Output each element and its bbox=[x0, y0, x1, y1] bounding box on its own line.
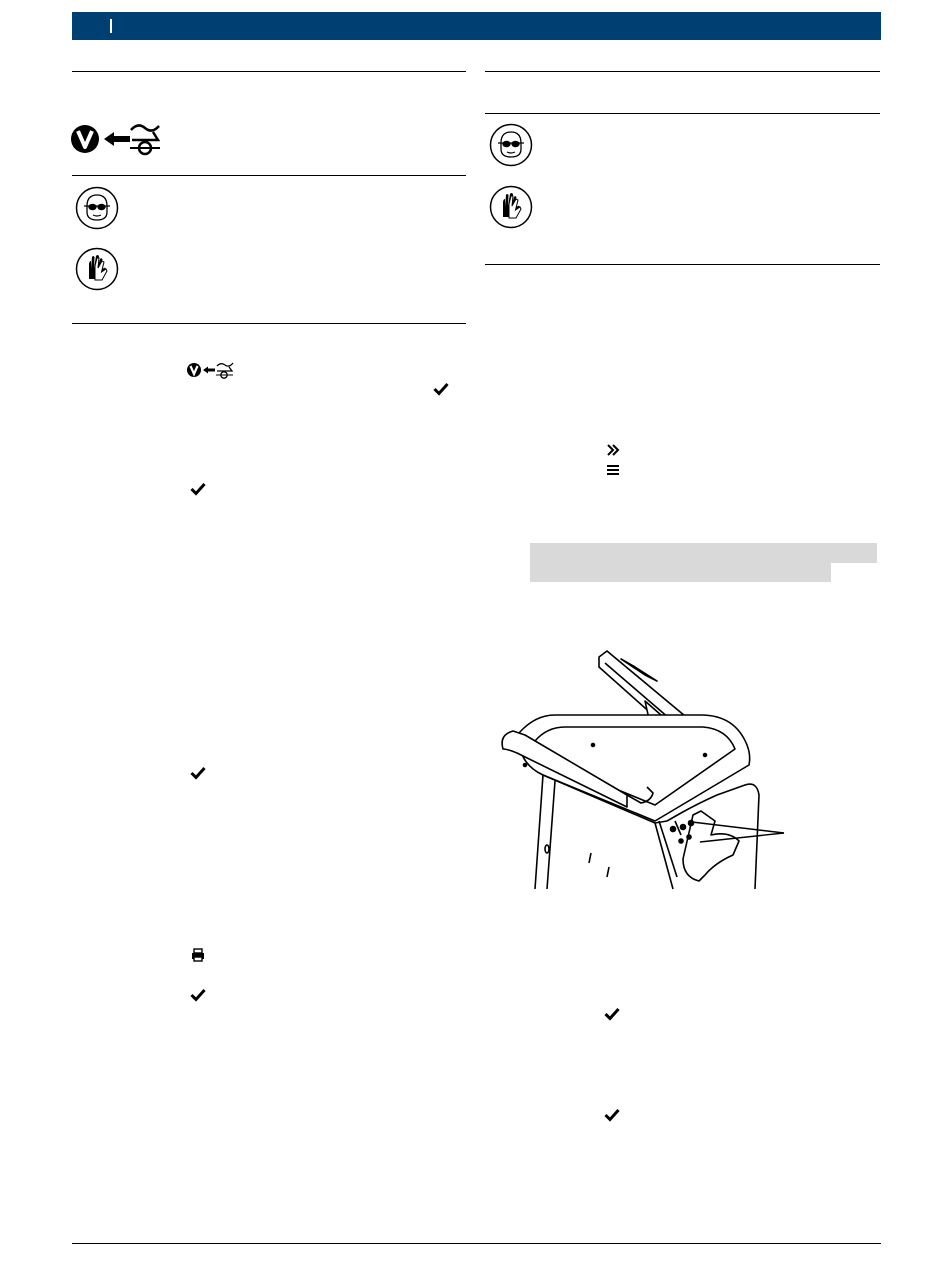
vacuum-v-icon bbox=[70, 124, 100, 159]
note-box bbox=[530, 543, 877, 563]
section-rule-top-left bbox=[72, 71, 466, 72]
printer-icon bbox=[191, 948, 205, 967]
check-icon bbox=[604, 1007, 620, 1026]
safety-goggles-icon bbox=[75, 186, 119, 235]
safety-goggles-icon bbox=[489, 123, 533, 172]
service-coupling-icon bbox=[128, 120, 162, 161]
header-separator bbox=[110, 19, 112, 33]
figure-callout-lines bbox=[688, 820, 788, 855]
section-rule-right-3 bbox=[485, 264, 880, 265]
protective-gloves-icon bbox=[75, 247, 119, 296]
check-icon bbox=[190, 766, 206, 785]
double-chevron-right-icon bbox=[606, 443, 620, 462]
footer-rule bbox=[72, 1243, 881, 1244]
section-rule-top-right bbox=[485, 71, 880, 72]
check-icon bbox=[190, 482, 206, 501]
menu-icon bbox=[606, 463, 620, 481]
header-bar bbox=[72, 12, 881, 40]
check-icon bbox=[433, 382, 449, 401]
check-icon bbox=[190, 988, 206, 1007]
check-icon bbox=[604, 1108, 620, 1127]
vacuum-from-coupling-icon bbox=[186, 361, 234, 384]
section-rule-left-3 bbox=[72, 323, 466, 324]
section-rule-right-2 bbox=[485, 113, 880, 114]
note-box-tail bbox=[530, 563, 831, 582]
protective-gloves-icon bbox=[489, 185, 533, 234]
arrow-left-icon bbox=[104, 131, 130, 152]
service-unit-drawing bbox=[495, 645, 795, 898]
section-rule-left-2 bbox=[72, 175, 466, 176]
